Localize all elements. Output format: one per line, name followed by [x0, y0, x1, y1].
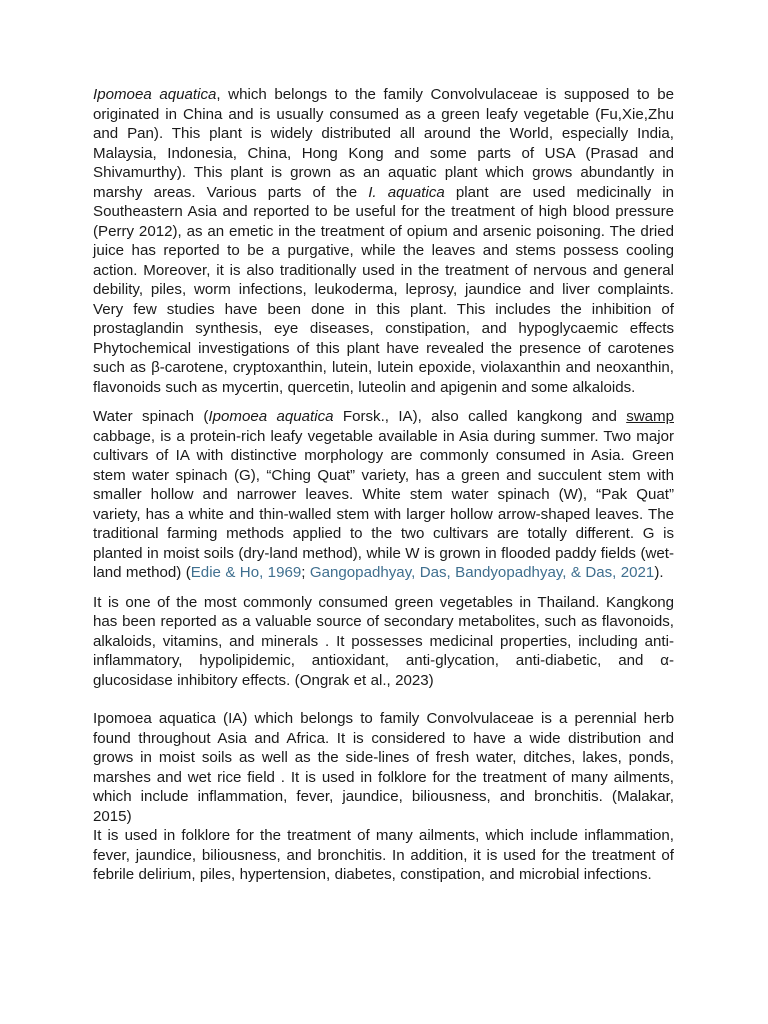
species-abbrev: I. aquatica [368, 183, 445, 201]
paragraph-4: Ipomoea aquatica (IA) which belongs to family Convolvulaceae is a perennial herb found throughout Asia and Africa. It is considered to have a wide distribution and grows in moist soils as well as the side-lines of fresh water, ditches, lakes, ponds, marshes and wet rice field . It is used in folklore for the treatment of many ailments, which include inflammation, fever, jaundice, biliousness, and bronchitis. (Malakar, 2015) [93, 710, 674, 825]
paragraph-5: It is used in folklore for the treatment of many ailments, which include inflammation, fever, jaundice, biliousness, and bronchitis. In addition, it is used for the treatment of febrile delirium, piles, hypertension, diabetes, constipation, and microbial infections. [93, 827, 674, 883]
citation-link-edie-ho[interactable]: Edie & Ho, 1969 [190, 564, 302, 581]
paragraph-2-text-b: Forsk., IA), also called kangkong and [333, 408, 627, 425]
species-name: Ipomoea aquatica [208, 408, 334, 425]
paragraph-1 [93, 85, 674, 397]
underlined-word: swamp [626, 408, 674, 425]
paragraph-3: It is one of the most commonly consumed green vegetables in Thailand. Kangkong has been reported as a valuable source of secondary metabolites, such as flavonoids, alkaloids, vitamins, and minerals . It possesses medicinal properties, including anti-inflammatory, hypolipidemic, antioxidant, anti-glycation, anti-diabetic, and α-glucosidase inhibitory effects. (Ongrak et al., 2023) [93, 593, 674, 689]
paragraph-2-text-c: cabbage, is a protein-rich leafy vegetable available in Asia during summer. Two major cultivars of IA with distinctive morphology are commonly consumed in Asia. Green stem water spinach (G), “Ching Quat” variety, has a green and succulent stem with smaller hollow and narrower leaves. White stem water spinach (W), “Pak Quat” variety, has a white and thin-walled stem with larger hollow arrow-shaped leaves. The traditional farming methods applied to the two cultivars are totally different. G is planted in moist soils (dry-land method), while W is grown in flooded paddy fields (wet-land method) ( [93, 427, 674, 581]
species-name: Ipomoea aquatica [93, 86, 217, 103]
citation-separator: ; [301, 564, 310, 581]
paragraph-2 [93, 407, 674, 583]
citation-link-gangopadhyay[interactable]: Gangopadhyay, Das, Bandyopadhyay, & Das, 2021 [309, 564, 655, 581]
paragraph-2-text-a: Water spinach ( [93, 408, 209, 425]
paragraph-1-text-b: plant are used medicinally in Southeastern Asia and reported to be useful for the treatment of high blood pressure (Perry 2012), as an emetic in the treatment of opium and arsenic poisoning. The dried juice has reported to be a purgative, while the leaves and stems possess cooling action. Moreover, it is also traditionally used in the treatment of nervous and general debility, piles, worm infections, leukoderma, leprosy, jaundice and liver complaints. Very few studies have been done in this plant. This includes the inhibition of prostaglandin synthesis, eye diseases, constipation, and hypoglycaemic effects Phytochemical investigations of this plant have revealed the presence of carotenes such as β-carotene, cryptoxanthin, lutein, lutein epoxide, violaxanthin and neoxanthin, flavonoids such as mycertin, quercetin, luteolin and apigenin and some alkaloids. [93, 183, 674, 396]
paragraph-2-text-d: ). [654, 564, 664, 581]
paragraph-1-text-a: , which belongs to the family Convolvulaceae is supposed to be originated in China and is usually consumed as a green leafy vegetable (Fu,Xie,Zhu and Pan). This plant is widely distributed all around the World, especially India, Malaysia, Indonesia, China, Hong Kong and some parts of USA (Prasad and Shivamurthy). This plant is grown as an aquatic plant which grows abundantly in marshy areas. Various parts of the [93, 86, 674, 201]
